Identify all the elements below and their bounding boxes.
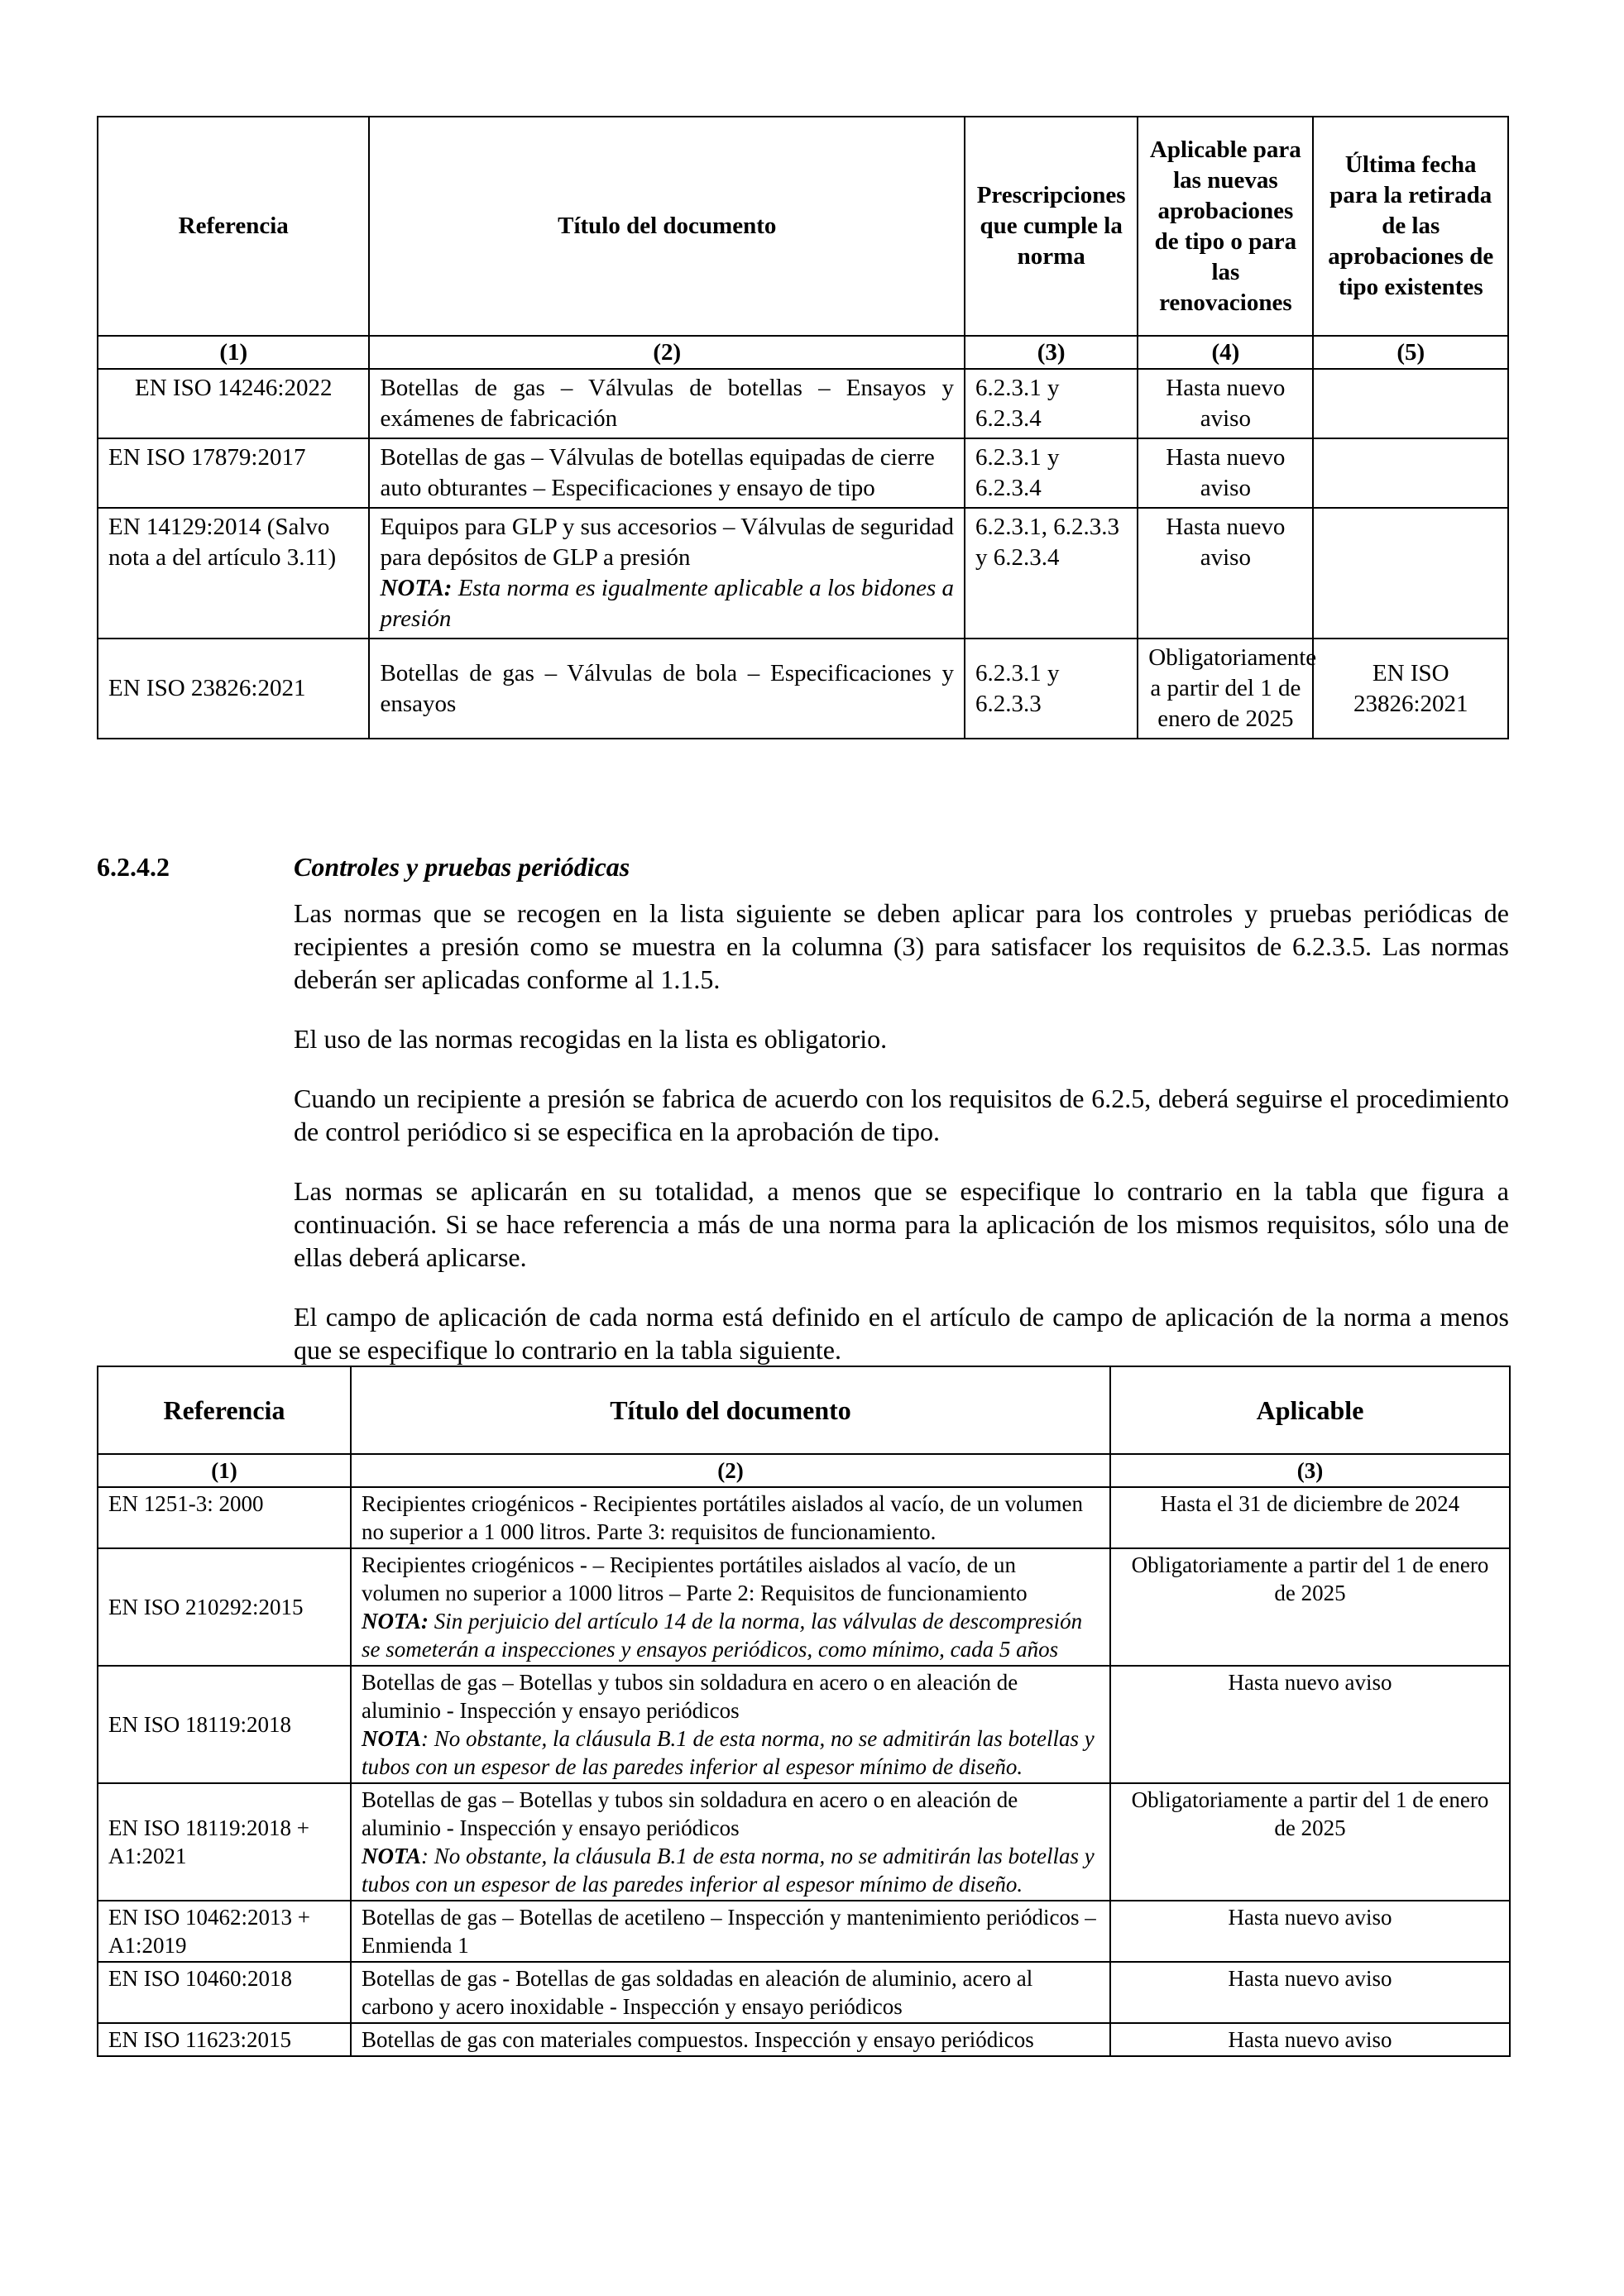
title-cell: Botellas de gas – Válvulas de botellas equipadas de cierre auto obturantes – Especificaciones y ensayo de tipo bbox=[369, 438, 965, 508]
column-number: (1) bbox=[98, 336, 369, 369]
reference-cell: EN ISO 14246:2022 bbox=[98, 369, 369, 438]
paragraph: El uso de las normas recogidas en la lista es obligatorio. bbox=[294, 1024, 888, 1054]
column-number: (2) bbox=[351, 1454, 1110, 1487]
title-text: Botellas de gas – Botellas y tubos sin soldadura en acero o en aleación de aluminio - Inspección y ensayo periódicos bbox=[362, 1787, 1018, 1840]
header-document-title: Título del documento bbox=[351, 1366, 1110, 1454]
section-heading bbox=[97, 850, 1509, 883]
reference-cell: EN ISO 11623:2015 bbox=[98, 2023, 351, 2056]
column-number: (2) bbox=[369, 336, 965, 369]
applicable-cell: Obligatoriamente a partir del 1 de enero de 2025 bbox=[1110, 1783, 1510, 1901]
note-label: NOTA: bbox=[380, 575, 453, 601]
applicable-cell: Hasta nuevo aviso bbox=[1138, 369, 1313, 438]
header-applicable-new: Aplicable para las nuevas aprobaciones de tipo o para las renovaciones bbox=[1138, 117, 1313, 336]
requirements-cell: 6.2.3.1, 6.2.3.3 y 6.2.3.4 bbox=[965, 508, 1138, 639]
standards-table-periodic-inspection bbox=[97, 1366, 1511, 2057]
applicable-cell: Obligatoriamente a partir del 1 de enero de 2025 bbox=[1110, 1548, 1510, 1666]
table-row bbox=[98, 369, 1508, 438]
table-row bbox=[98, 639, 1508, 739]
table-row bbox=[98, 1783, 1510, 1901]
reference-cell: EN ISO 18119:2018 bbox=[98, 1666, 351, 1783]
section-title: Controles y pruebas periódicas bbox=[294, 852, 630, 882]
withdrawal-cell: EN ISO 23826:2021 bbox=[1313, 639, 1508, 739]
note-label: NOTA bbox=[362, 1844, 422, 1868]
applicable-cell: Hasta nuevo aviso bbox=[1138, 438, 1313, 508]
applicable-cell: Hasta nuevo aviso bbox=[1138, 508, 1313, 639]
table-row bbox=[98, 1962, 1510, 2023]
header-reference: Referencia bbox=[98, 117, 369, 336]
paragraph: Las normas que se recogen en la lista siguiente se deben aplicar para los controles y pruebas periódicas de recipientes a presión como se muestra en la columna (3) para satisfacer los requisitos de 6.2.3.5. Las normas deberán ser aplicadas conforme al 1.1.5. bbox=[294, 898, 1509, 994]
table-row bbox=[98, 1487, 1510, 1548]
reference-cell: EN ISO 210292:2015 bbox=[98, 1548, 351, 1666]
table-row bbox=[98, 438, 1508, 508]
title-cell: Botellas de gas con materiales compuestos. Inspección y ensayo periódicos bbox=[351, 2023, 1110, 2056]
header-document-title: Título del documento bbox=[369, 117, 965, 336]
table-header-row bbox=[98, 117, 1508, 336]
title-cell: Recipientes criogénicos - Recipientes portátiles aislados al vacío, de un volumen no superior a 1 000 litros. Parte 3: requisitos de funcionamiento. bbox=[351, 1487, 1110, 1548]
table-row bbox=[98, 1666, 1510, 1783]
table-row bbox=[98, 508, 1508, 639]
reference-cell: EN ISO 10460:2018 bbox=[98, 1962, 351, 2023]
column-number: (3) bbox=[1110, 1454, 1510, 1487]
paragraph: Cuando un recipiente a presión se fabrica de acuerdo con los requisitos de 6.2.5, deberá seguirse el procedimiento de control periódico si se especifica en la aprobación de tipo. bbox=[294, 1083, 1509, 1146]
title-cell bbox=[351, 1548, 1110, 1666]
table-row bbox=[98, 2023, 1510, 2056]
note-label: NOTA bbox=[362, 1726, 422, 1751]
title-cell: Botellas de gas - Botellas de gas soldadas en aleación de aluminio, acero al carbono y acero inoxidable - Inspección y ensayo periódicos bbox=[351, 1962, 1110, 2023]
title-text: Recipientes criogénicos - – Recipientes portátiles aislados al vacío, de un volumen no superior a 1000 litros – Parte 2: Requisitos de funcionamiento bbox=[362, 1552, 1028, 1605]
withdrawal-cell bbox=[1313, 369, 1508, 438]
applicable-cell: Hasta nuevo aviso bbox=[1110, 1962, 1510, 2023]
note-text: : No obstante, la cláusula B.1 de esta norma, no se admitirán las botellas y tubos con un espesor de las paredes inferior al espesor mínimo de diseño. bbox=[362, 1726, 1095, 1779]
note-text: Sin perjuicio del artículo 14 de la norma, las válvulas de descompresión se someterán a inspecciones y ensayos periódicos, como mínimo, cada 5 años bbox=[362, 1609, 1083, 1662]
title-cell bbox=[369, 508, 965, 639]
title-cell: Botellas de gas – Botellas de acetileno – Inspección y mantenimiento periódicos – Enmienda 1 bbox=[351, 1901, 1110, 1962]
applicable-cell: Hasta nuevo aviso bbox=[1110, 1666, 1510, 1783]
reference-cell: EN ISO 10462:2013 + A1:2019 bbox=[98, 1901, 351, 1962]
table-row bbox=[98, 1548, 1510, 1666]
reference-cell: EN 14129:2014 (Salvo nota a del artículo 3.11) bbox=[98, 508, 369, 639]
column-number: (5) bbox=[1313, 336, 1508, 369]
header-reference: Referencia bbox=[98, 1366, 351, 1454]
title-cell: Botellas de gas – Válvulas de bola – Especificaciones y ensayos bbox=[369, 639, 965, 739]
requirements-cell: 6.2.3.1 y 6.2.3.3 bbox=[965, 639, 1138, 739]
paragraph: El campo de aplicación de cada norma está definido en el artículo de campo de aplicación de la norma a menos que se especifique lo contrario en la tabla siguiente. bbox=[294, 1302, 1509, 1365]
header-requirements: Prescripciones que cumple la norma bbox=[965, 117, 1138, 336]
table-header-row bbox=[98, 1366, 1510, 1454]
header-applicable: Aplicable bbox=[1110, 1366, 1510, 1454]
standards-table-valves bbox=[97, 116, 1509, 739]
title-cell bbox=[351, 1666, 1110, 1783]
title-text: Botellas de gas – Botellas y tubos sin soldadura en acero o en aleación de aluminio - Inspección y ensayo periódicos bbox=[362, 1670, 1018, 1723]
paragraph: Las normas se aplicarán en su totalidad, a menos que se especifique lo contrario en la tabla que figura a continuación. Si se hace referencia a más de una norma para la aplicación de los mismos requisitos, sólo una de ellas deberá aplicarse. bbox=[294, 1176, 1509, 1272]
requirements-cell: 6.2.3.1 y 6.2.3.4 bbox=[965, 369, 1138, 438]
applicable-cell: Obligatoriamente a partir del 1 de enero de 2025 bbox=[1138, 639, 1313, 739]
applicable-cell: Hasta el 31 de diciembre de 2024 bbox=[1110, 1487, 1510, 1548]
column-number: (4) bbox=[1138, 336, 1313, 369]
header-withdrawal-date: Última fecha para la retirada de las aprobaciones de tipo existentes bbox=[1313, 117, 1508, 336]
note-text: Esta norma es igualmente aplicable a los bidones a presión bbox=[380, 575, 954, 632]
title-cell: Botellas de gas – Válvulas de botellas – Ensayos y exámenes de fabricación bbox=[369, 369, 965, 438]
reference-cell: EN ISO 18119:2018 + A1:2021 bbox=[98, 1783, 351, 1901]
column-number-row bbox=[98, 1454, 1510, 1487]
title-text: Equipos para GLP y sus accesorios – Válvulas de seguridad para depósitos de GLP a presión bbox=[380, 514, 954, 571]
title-cell bbox=[351, 1783, 1110, 1901]
section-number: 6.2.4.2 bbox=[97, 852, 170, 882]
reference-cell: EN 1251-3: 2000 bbox=[98, 1487, 351, 1548]
applicable-cell: Hasta nuevo aviso bbox=[1110, 2023, 1510, 2056]
withdrawal-cell bbox=[1313, 438, 1508, 508]
reference-cell: EN ISO 23826:2021 bbox=[98, 639, 369, 739]
requirements-cell: 6.2.3.1 y 6.2.3.4 bbox=[965, 438, 1138, 508]
column-number: (1) bbox=[98, 1454, 351, 1487]
column-number: (3) bbox=[965, 336, 1138, 369]
column-number-row bbox=[98, 336, 1508, 369]
withdrawal-cell bbox=[1313, 508, 1508, 639]
note-text: : No obstante, la cláusula B.1 de esta norma, no se admitirán las botellas y tubos con un espesor de las paredes inferior al espesor mínimo de diseño. bbox=[362, 1844, 1095, 1897]
note-label: NOTA: bbox=[362, 1609, 429, 1634]
reference-cell: EN ISO 17879:2017 bbox=[98, 438, 369, 508]
applicable-cell: Hasta nuevo aviso bbox=[1110, 1901, 1510, 1962]
section-6-2-4-2 bbox=[97, 850, 1509, 1393]
table-row bbox=[98, 1901, 1510, 1962]
